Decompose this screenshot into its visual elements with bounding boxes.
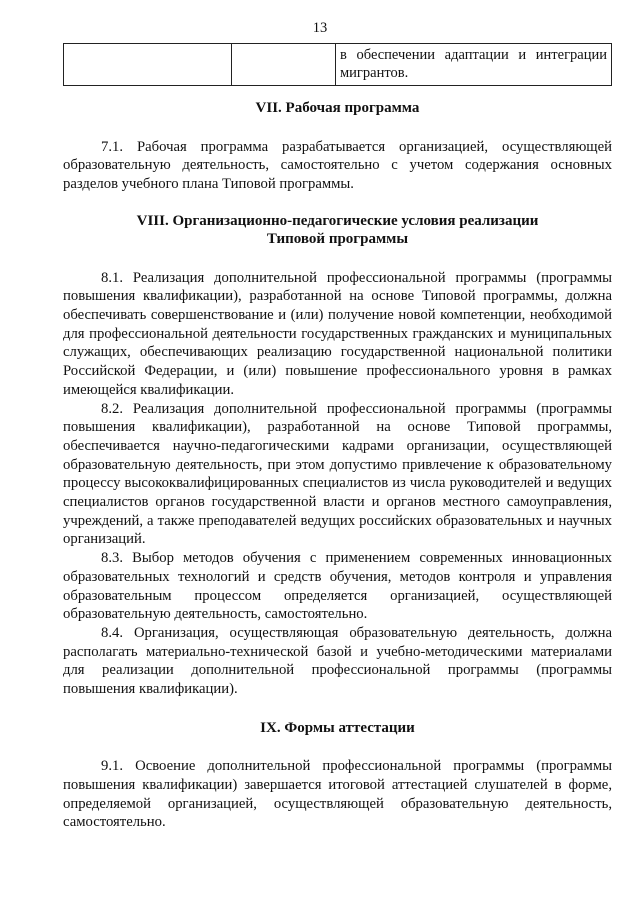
heading-line: IX. Формы аттестации — [260, 719, 415, 736]
table-cell — [232, 44, 336, 86]
section-heading — [63, 719, 612, 738]
heading-line: VII. Рабочая программа — [255, 100, 420, 116]
paragraph-8-2: 8.2. Реализация дополнительной профессиональной программы (программы повышения квалификации), разработанной на основе Типовой программы, обеспечивается научно-педагогическими кадрами организации, осуществляющей образовательную деятельность, при этом допустимо привлечение к образовательному процессу высококвалифицированных специалистов из числа руководителей и ведущих специалистов органов государственной власти и органов местного самоуправления, учреждений, а также преподавателей ведущих российских образовательных и научных организаций. — [63, 400, 612, 548]
paragraph-8-3: 8.3. Выбор методов обучения с применением современных инновационных образовательных технологий и средств обучения, методов контроля и управления образовательным процессом определяется организацией, осуществляющей образовательную деятельность, самостоятельно. — [63, 550, 612, 623]
document-body — [63, 99, 612, 832]
paragraph-8-1: 8.1. Реализация дополнительной профессиональной программы (программы повышения квалификации), разработанной на основе Типовой программы, должна обеспечивать совершенствование и (или) получение новой компетенции, необходимой для профессиональной деятельности государственных гражданских и муниципальных служащих, обеспечивающих реализацию государственной национальной политики Российской Федерации, и (или) повышение профессионального уровня в рамках имеющейся квалификации. — [63, 269, 612, 398]
table-row — [64, 44, 612, 86]
paragraph-7-1: 7.1. Рабочая программа разрабатывается организацией, осуществляющей образовательную деятельность, самостоятельно с учетом содержания основных разделов учебного плана Типовой программы. — [63, 138, 612, 192]
section-heading — [63, 212, 612, 249]
section-vii-work-program — [63, 99, 612, 194]
continuation-table — [63, 43, 612, 86]
heading-line: VIII. Организационно-педагогические условия реализации — [136, 212, 539, 229]
section-heading — [63, 99, 612, 118]
paragraph-9-1: 9.1. Освоение дополнительной профессиональной программы (программы повышения квалификации) завершается итоговой аттестацией слушателей в форме, определяемой организацией, осуществляющей образовательную деятельность, самостоятельно. — [63, 758, 612, 831]
table-cell: в обеспечении адаптации и интеграции мигрантов. — [336, 44, 612, 86]
section-ix-attestation — [63, 719, 612, 832]
paragraph-8-4: 8.4. Организация, осуществляющая образовательную деятельность, должна располагать материально-технической базой и учебно-методическими материалами для реализации дополнительной профессиональной программы (программы повышения квалификации). — [63, 624, 612, 698]
table-cell — [64, 44, 232, 86]
page-number: 13 — [312, 20, 328, 36]
section-viii-conditions — [63, 212, 612, 699]
heading-line: Типовой программы — [266, 231, 409, 248]
